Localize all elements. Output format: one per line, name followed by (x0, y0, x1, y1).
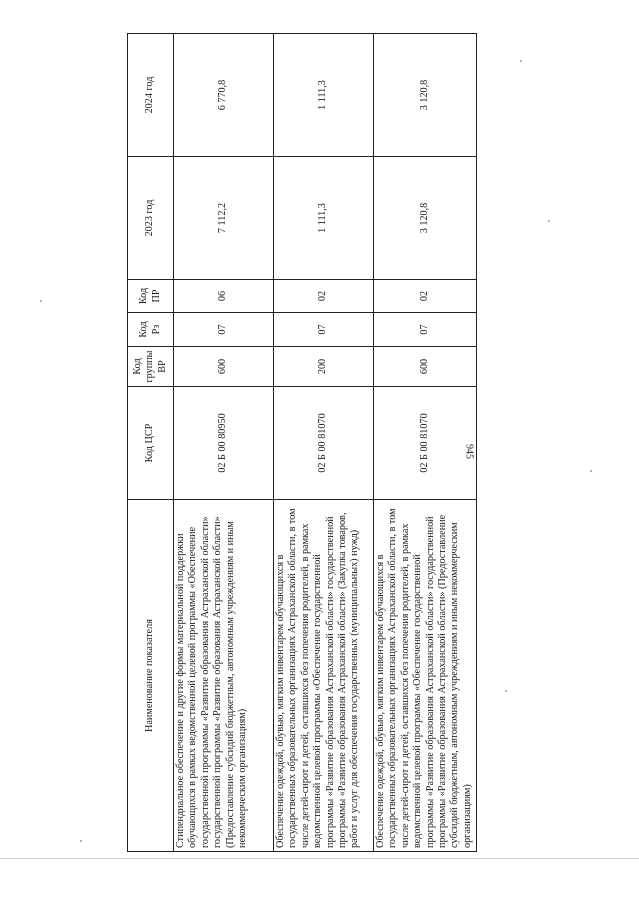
header-vr: Код группы ВР (128, 347, 174, 387)
row-2023: 1 111,3 (274, 157, 374, 280)
row-name: Стипендиальное обеспечение и другие формы материальной поддержки обучающихся в рамках ведомственной целевой программы «Обеспечение государственной программы «Развитие образования Астраханской области» государственной программы «Развитие образования Астраханской области» (Предоставление субсидий бюджетным, автономным учреждениям и иным некоммерческим организациям) (174, 500, 274, 852)
table-row (374, 34, 477, 852)
header-rz: Код Рз (128, 313, 174, 347)
table-row (274, 34, 374, 852)
row-name: Обеспечение одеждой, обувью, мягким инвентарем обучающихся в государственных образовательных организациях Астраханской области, в том числе детей-сирот и детей, оставшихся без попечения родителей, в рамках ведомственной целевой программы «Обеспечение государственной программы «Развитие образования Астраханской области» государственной программы «Развитие образования Астраханской области» (Предоставление субсидий бюджетным, автономным учреждениям и иным некоммерческим организациям) (374, 500, 477, 852)
row-csr: 02 Б 00 81070 (274, 387, 374, 500)
row-pr: 06 (174, 280, 274, 313)
row-rz: 07 (274, 313, 374, 347)
scan-speck (590, 470, 592, 472)
row-vr: 600 (374, 347, 477, 387)
row-2023: 3 120,8 (374, 157, 477, 280)
scan-speck (505, 690, 507, 692)
scan-speck (40, 300, 42, 302)
header-2024: 2024 год (128, 34, 174, 157)
page-number: 945 (463, 444, 475, 459)
row-rz: 07 (174, 313, 274, 347)
row-pr: 02 (374, 280, 477, 313)
row-2023: 7 112,2 (174, 157, 274, 280)
row-2024: 6 770,8 (174, 34, 274, 157)
scan-speck (548, 220, 550, 222)
header-name: Наименование показателя (128, 500, 174, 852)
table-row (174, 34, 274, 852)
header-row (128, 34, 174, 852)
row-rz: 07 (374, 313, 477, 347)
scan-edge-line (0, 858, 639, 859)
rotated-table-container (127, 34, 476, 852)
row-pr: 02 (274, 280, 374, 313)
row-name: Обеспечение одеждой, обувью, мягким инвентарем обучающихся в государственных образовательных организациях Астраханской области, в том числе детей-сирот и детей, оставшихся без попечения родителей, в рамках ведомственной целевой программы «Обеспечение государственной программы «Развитие образования Астраханской области» государственной программы «Развитие образования Астраханской области» (Закупка товаров, работ и услуг для обеспечения государственных (муниципальных) нужд) (274, 500, 374, 852)
row-2024: 3 120,8 (374, 34, 477, 157)
scan-speck (80, 840, 82, 842)
header-csr: Код ЦСР (128, 387, 174, 500)
row-2024: 1 111,3 (274, 34, 374, 157)
budget-table (127, 33, 477, 852)
scan-speck (520, 60, 522, 62)
row-vr: 600 (174, 347, 274, 387)
header-2023: 2023 год (128, 157, 174, 280)
header-pr: Код ПР (128, 280, 174, 313)
row-csr: 02 Б 00 81070 (374, 387, 477, 500)
row-csr: 02 Б 00 80950 (174, 387, 274, 500)
row-vr: 200 (274, 347, 374, 387)
